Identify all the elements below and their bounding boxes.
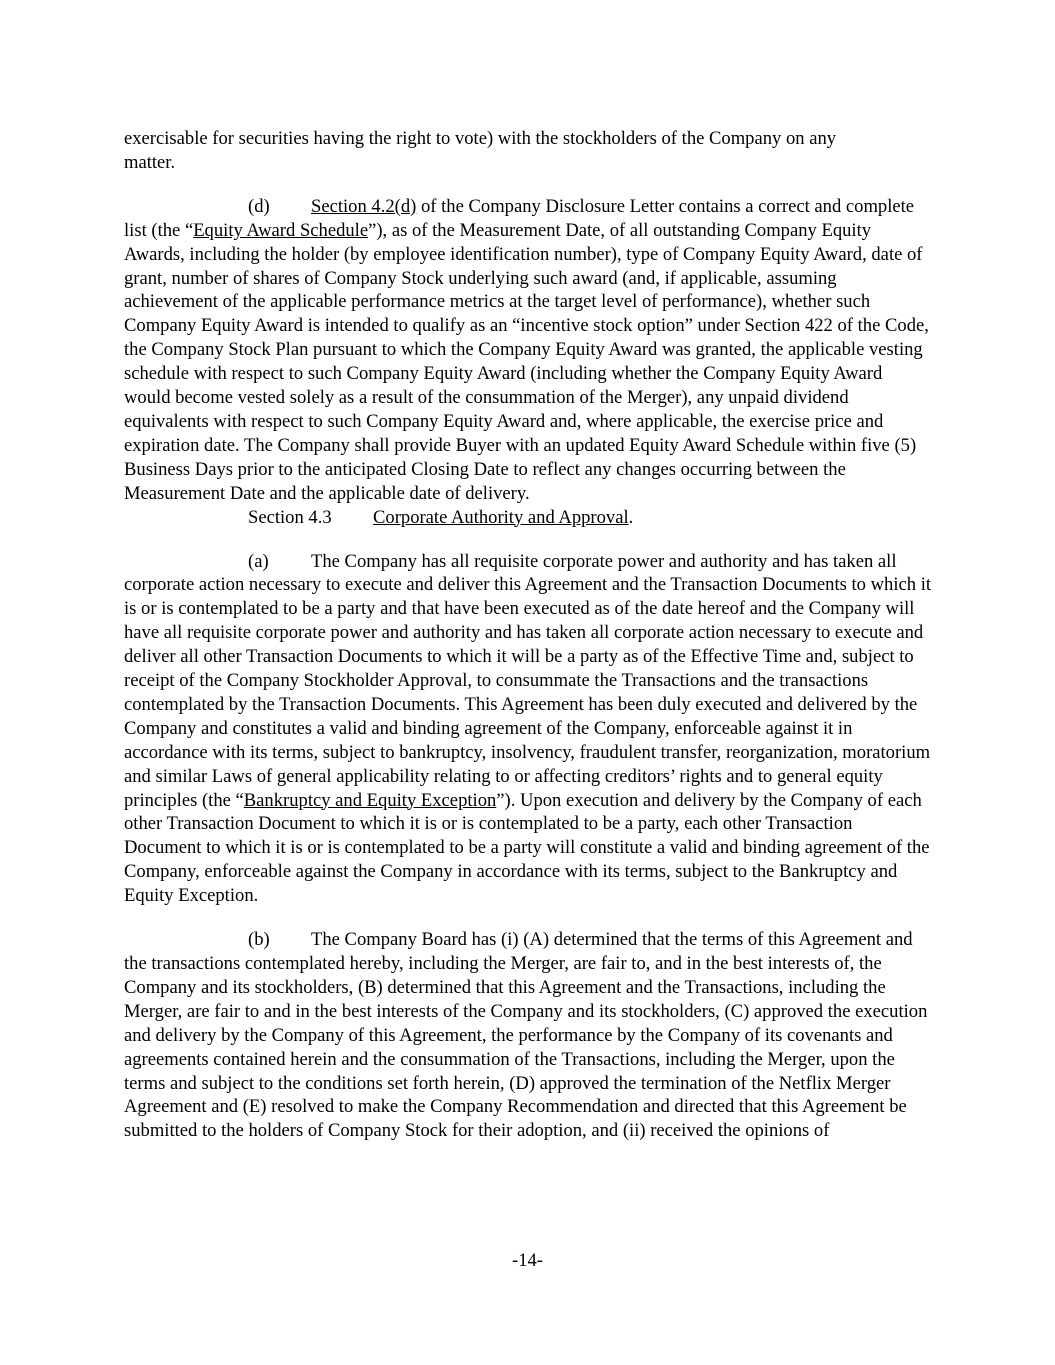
paragraph-d-text-2: ”), as of the Measurement Date, of all outstanding Company Equity Awards, including the holder (by employee identification number), type of Company Equity Award, date of grant, number of shares of Company Stock underlying such award (and, if applicable, assuming achievement of the applicable performance metrics at the target level of performance), whether such Company Equity Award is intended to qualify as an “incentive stock option” under Section 422 of the Code, the Company Stock Plan pursuant to which the Company Equity Award was granted, the applicable vesting schedule with respect to such Company Equity Award (including whether the Company Equity Award would become vested solely as a result of the consummation of the Merger), any unpaid dividend equivalents with respect to such Company Equity Award and, where applicable, the exercise price and expiration date. The Company shall provide Buyer with an updated Equity Award Schedule within five (5) Business Days prior to the anticipated Closing Date to reflect any changes occurring between the Measurement Date and the applicable date of delivery.	[124, 219, 929, 504]
defined-term-bankruptcy-and-equity-exception: Bankruptcy and Equity Exception	[243, 789, 497, 811]
paragraph-d-text-1: of the Company Disclosure Letter contains a correct and complete list (the “	[124, 195, 915, 241]
paragraph-a-text-2: ”). Upon execution and delivery by the Company of each other Transaction Document to which it is or is contemplated to be a party, each other Transaction Document to which it is or is contemplated to be a party will constitute a valid and binding agreement of the Company, enforceable against the Company in accordance with its terms, subject to the Bankruptcy and Equity Exception.	[124, 789, 930, 907]
intro-line-1: exercisable for securities having the right to vote) with the stockholders of the Company on any	[124, 128, 837, 149]
document-page	[124, 127, 932, 1143]
section-4-3-number: Section 4.3	[248, 506, 332, 528]
section-4-3-heading	[124, 506, 932, 530]
paragraph-b-text: The Company Board has (i) (A) determined that the terms of this Agreement and the transactions contemplated hereby, including the Merger, are fair to, and in the best interests of, the Company and its stockholders, (B) determined that this Agreement and the Transactions, including the Merger, are fair to and in the best interests of the Company and its stockholders, (C) approved the execution and delivery by the Company of this Agreement, the performance by the Company of its covenants and agreements contained herein and the consummation of the Transactions, including the Merger, upon the terms and subject to the conditions set forth herein, (D) approved the termination of the Netflix Merger Agreement and (E) resolved to make the Company Recommendation and directed that this Agreement be submitted to the holders of Company Stock for their adoption, and (ii) received the opinions of	[124, 929, 928, 1142]
paragraph-d	[124, 195, 932, 506]
paragraph-b-label: (b)	[248, 929, 270, 951]
section-4-3-title: Corporate Authority and Approval	[373, 506, 629, 528]
section-4-2-d-reference: Section 4.2(d)	[311, 195, 417, 217]
paragraph-d-label: (d)	[248, 195, 270, 217]
paragraph-a-text-1: The Company has all requisite corporate power and authority and has taken all corporate action necessary to execute and deliver this Agreement and the Transaction Documents to which it is or is contemplated to be a party and that have been executed as of the date hereof and the Company will have all requisite corporate power and authority and has taken all corporate action necessary to execute and deliver all other Transaction Documents to which it will be a party as of the Effective Time and, subject to receipt of the Company Stockholder Approval, to consummate the Transactions and the transactions contemplated by the Transaction Documents. This Agreement has been duly executed and delivered by the Company and constitutes a valid and binding agreement of the Company, enforceable against it in accordance with its terms, subject to bankruptcy, insolvency, fraudulent transfer, reorganization, moratorium and similar Laws of general applicability relating to or affecting creditors’ rights and to general equity principles (the “	[124, 550, 932, 811]
paragraph-a	[124, 550, 932, 909]
paragraph-b	[124, 928, 932, 1143]
defined-term-equity-award-schedule: Equity Award Schedule	[193, 219, 369, 241]
paragraph-a-label: (a)	[248, 550, 269, 572]
intro-line-2: matter.	[124, 151, 176, 173]
page-number: -14-	[512, 1250, 543, 1271]
intro-paragraph	[124, 127, 932, 175]
section-4-3-title-end: .	[628, 506, 634, 528]
